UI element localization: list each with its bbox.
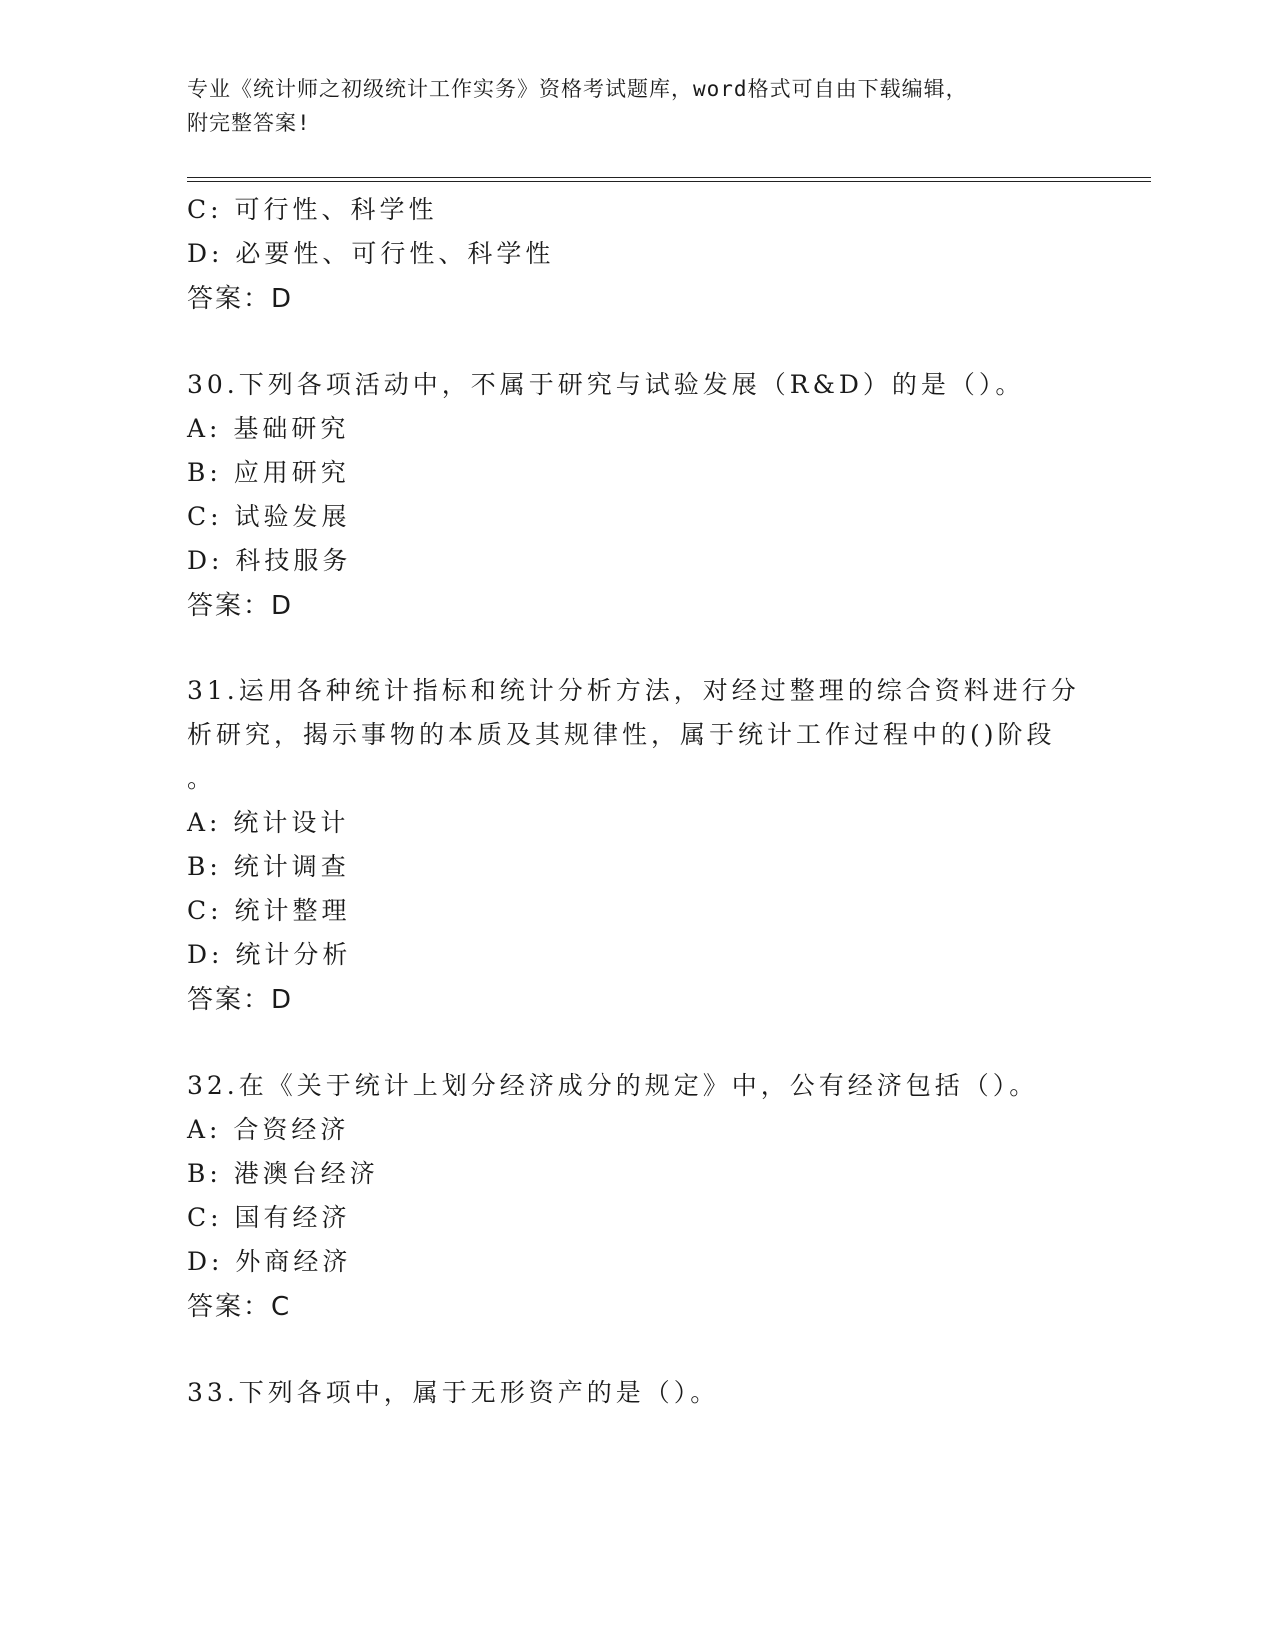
header-line-1: 专业《统计师之初级统计工作实务》资格考试题库，word格式可自由下载编辑， bbox=[187, 77, 968, 101]
question-32-option-b: B: 港澳台经济 bbox=[187, 1159, 379, 1188]
prev-option-d: D: 必要性、可行性、科学性 bbox=[187, 239, 555, 268]
question-31-option-d: D: 统计分析 bbox=[187, 940, 352, 969]
question-33-stem: 33.下列各项中，属于无形资产的是（）。 bbox=[187, 1378, 720, 1407]
document-header bbox=[187, 72, 1087, 140]
question-32-option-a: A: 合资经济 bbox=[187, 1115, 350, 1144]
question-31-stem-line-1: 31.运用各种统计指标和统计分析方法，对经过整理的综合资料进行分 bbox=[187, 676, 1080, 705]
header-divider-bottom bbox=[187, 181, 1151, 182]
question-31-option-b: B: 统计调查 bbox=[187, 852, 350, 881]
question-30-option-c: C: 试验发展 bbox=[187, 502, 351, 531]
question-32-option-d: D: 外商经济 bbox=[187, 1247, 352, 1276]
question-30-option-d: D: 科技服务 bbox=[187, 546, 352, 575]
question-32-stem: 32.在《关于统计上划分经济成分的规定》中，公有经济包括（）。 bbox=[187, 1071, 1039, 1100]
question-31-stem-line-2: 析研究，揭示事物的本质及其规律性，属于统计工作过程中的()阶段 bbox=[187, 720, 1056, 749]
question-31-option-a: A: 统计设计 bbox=[187, 808, 350, 837]
prev-option-c: C: 可行性、科学性 bbox=[187, 195, 438, 224]
question-30-answer: 答案：D bbox=[187, 591, 294, 621]
question-31-answer: 答案：D bbox=[187, 985, 294, 1015]
question-31-stem-line-3: 。 bbox=[187, 764, 217, 793]
question-31-option-c: C: 统计整理 bbox=[187, 896, 351, 925]
header-divider-top bbox=[187, 177, 1151, 178]
question-32-option-c: C: 国有经济 bbox=[187, 1203, 351, 1232]
prev-answer: 答案：D bbox=[187, 284, 294, 314]
header-line-2: 附完整答案! bbox=[187, 111, 311, 135]
question-30-option-a: A: 基础研究 bbox=[187, 414, 350, 443]
question-30-stem: 30.下列各项活动中，不属于研究与试验发展（R&D）的是（）。 bbox=[187, 370, 1025, 399]
question-30-option-b: B: 应用研究 bbox=[187, 458, 350, 487]
question-32-answer: 答案：C bbox=[187, 1292, 292, 1322]
